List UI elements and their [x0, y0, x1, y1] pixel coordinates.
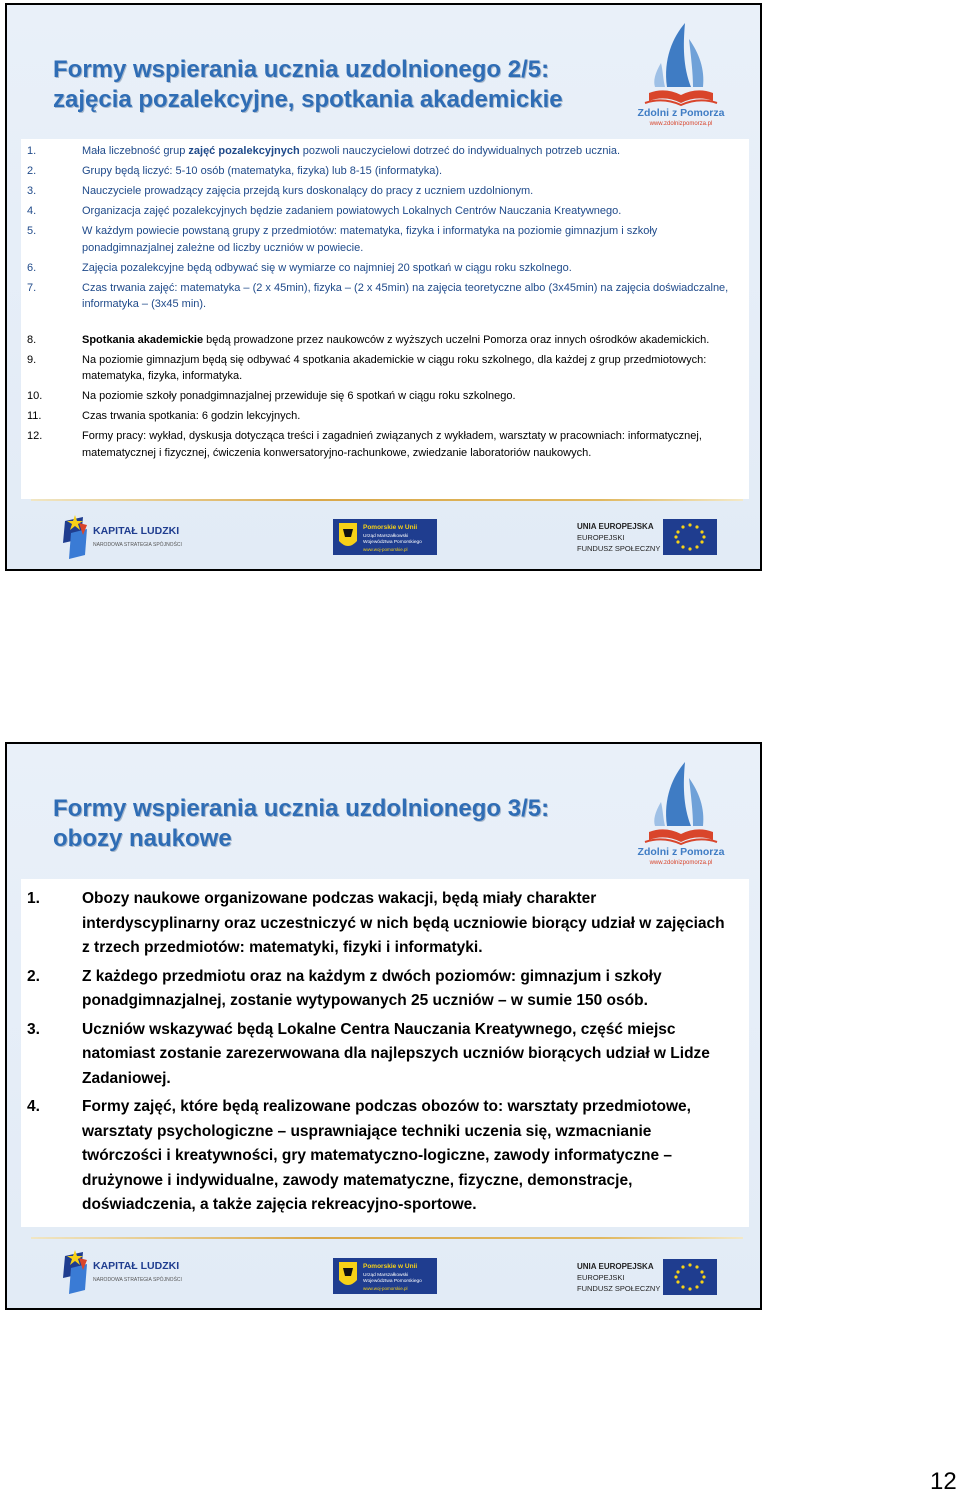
- item-number: 8.: [27, 333, 37, 346]
- ue-line2: EUROPEJSKI: [577, 533, 625, 542]
- item-number: 11.: [27, 410, 42, 422]
- pom-line2: Urząd Marszałkowski: [363, 1273, 409, 1278]
- slide-title: [53, 794, 549, 854]
- item-number: 9.: [27, 353, 37, 366]
- list-item: 8. Spotkania akademickie będą prowadzone przez naukowców z wyższych uczelni Pomorza oraz innych ośrodków akademickich.: [27, 332, 733, 349]
- zdolni-logo-text: Zdolni z Pomorza: [637, 107, 725, 119]
- list-item: 3. Nauczyciele prowadzący zajęcia przejdą kurs doskonalący do pracy z uczniem uzdolnionym.: [27, 183, 733, 200]
- list-item: 3. Uczniów wskazywać będą Lokalne Centra Nauczania Kreatywnego, część miejsc natomiast zostanie zarezerwowana dla najlepszych uczniów biorących udział w Lidze Zadaniowej.: [27, 1018, 733, 1092]
- pom-line3: Województwa Pomorskiego: [363, 1279, 422, 1284]
- item-number: 2.: [27, 967, 40, 985]
- list-item: 7. Czas trwania zajęć: matematyka – (2 x 45min), fizyka – (2 x 45min) na zajęcia teoretyczne albo (3x45min) na zajęcia doświadczalne, informatyka – (3x45 min).: [27, 281, 729, 310]
- content-panel: [21, 879, 749, 1227]
- content-panel: [21, 139, 749, 499]
- list-item: 4. Organizacja zajęć pozalekcyjnych będzie zadaniem powiatowych Lokalnych Centrów Nauczania Kreatywnego.: [27, 203, 733, 220]
- item-number: 10.: [27, 390, 43, 402]
- list-item: 1. Mała liczebność grup zajęć pozalekcyjnych pozwoli nauczycielowi dotrzeć do indywidualnych potrzeb ucznia.: [27, 143, 733, 160]
- list-item: 11. Czas trwania spotkania: 6 godzin lekcyjnych.: [27, 408, 733, 425]
- item-number: 3.: [27, 1020, 40, 1038]
- pom-line3: Województwa Pomorskiego: [363, 540, 422, 545]
- pom-line1: Pomorskie w Unii: [363, 524, 418, 531]
- kapital-ludzki-logo: [61, 513, 201, 561]
- ue-line3: FUNDUSZ SPOŁECZNY: [577, 544, 661, 553]
- kl-sub: NARODOWA STRATEGIA SPÓJNOŚCI: [93, 542, 182, 548]
- title-line-2: zajęcia pozalekcyjne, spotkania akademickie: [53, 86, 563, 113]
- ue-line1: UNIA EUROPEJSKA: [577, 1262, 654, 1271]
- kl-name: KAPITAŁ LUDZKI: [93, 1260, 180, 1272]
- zdolni-logo-url: www.zdolnizpomorza.pl: [649, 860, 713, 866]
- title-line-2: obozy naukowe: [53, 825, 232, 852]
- item-number: 1.: [27, 890, 40, 907]
- slide-title: [53, 55, 563, 115]
- pom-line2: Urząd Marszałkowski: [363, 534, 409, 539]
- ue-line2: EUROPEJSKI: [577, 1273, 625, 1282]
- item-list: [27, 143, 733, 461]
- title-line-1: Formy wspierania ucznia uzdolnionego 2/5:: [53, 56, 550, 83]
- list-item: 5. W każdym powiecie powstaną grupy z przedmiotów: matematyka, fizyka i informatyka na poziomie gimnazjum i szkoły ponadgimnazjalnej zależne od liczby uczniów w powiecie.: [27, 225, 658, 254]
- emphasis: zajęć pozalekcyjnych: [188, 145, 300, 157]
- slide-3-of-5: [5, 742, 762, 1310]
- list-item: 1. Obozy naukowe organizowane podczas wakacji, będą miały charakter interdyscyplinarny oraz uczestniczyć w nich będą uczniowie biorący udział w zajęciach z trzech przedmiotów: matematyki, fizyki i informatyki.: [27, 887, 733, 961]
- slide-2-of-5: [5, 3, 762, 571]
- footer-divider: [31, 1237, 743, 1239]
- item-number: 5.: [27, 225, 37, 237]
- list-item: 9. Na poziomie gimnazjum będą się odbywać 4 spotkania akademickie w ciągu roku szkolnego, dla każdej z grup przedmiotowych: matematyka, fizyka, informatyka.: [27, 353, 707, 382]
- item-number: 6.: [27, 261, 37, 274]
- unia-europejska-logo: [577, 517, 719, 557]
- list-item: 2. Grupy będą liczyć: 5-10 osób (matematyka, fizyka) lub 8-15 (informatyka).: [27, 163, 733, 180]
- pomorskie-w-unii-logo: [333, 519, 437, 555]
- item-number: 2.: [27, 165, 37, 177]
- kl-name: KAPITAŁ LUDZKI: [93, 525, 180, 537]
- zdolni-logo-url: www.zdolnizpomorza.pl: [649, 121, 713, 127]
- item-number: 12.: [27, 430, 43, 442]
- kapital-ludzki-logo: [61, 1248, 201, 1296]
- kl-sub: NARODOWA STRATEGIA SPÓJNOŚCI: [93, 1277, 182, 1283]
- item-number: 3.: [27, 185, 37, 197]
- page-number: 12: [930, 1468, 957, 1495]
- pom-line1: Pomorskie w Unii: [363, 1263, 418, 1270]
- pomorskie-w-unii-logo: [333, 1258, 437, 1294]
- item-number: 7.: [27, 281, 37, 294]
- list-item: 12. Formy pracy: wykład, dyskusja dotycząca treści i zagadnień związanych z wykładem, warsztaty w pracowniach: informatycznej, matematycznej i fizycznej, ćwiczenia konwersatoryjno-rachunkowe, zwiedzanie laboratoriów naukowych.: [27, 430, 702, 459]
- title-line-1: Formy wspierania ucznia uzdolnionego 3/5:: [53, 795, 550, 822]
- list-item: 10. Na poziomie szkoły ponadgimnazjalnej przewiduje się 6 spotkań w ciągu roku szkolnego.: [27, 388, 733, 405]
- list-item: 4. Formy zajęć, które będą realizowane podczas obozów to: warsztaty przedmiotowe, warsztaty psychologiczne – usprawniające techniki uczenia się, wzmacnianie twórczości i kreatywności, gry matematyczno-logiczne, zawody informatyczne – drużynowe i indywidualne, zawody matematyczne, fizyczne, demonstracje, doświadczenia, a także zajęcia rekreacyjno-sportowe.: [27, 1095, 733, 1218]
- ue-line1: UNIA EUROPEJSKA: [577, 522, 654, 531]
- item-number: 1.: [27, 145, 37, 157]
- item-number: 4.: [27, 1098, 40, 1115]
- list-item: 6. Zajęcia pozalekcyjne będą odbywać się w wymiarze co najmniej 20 spotkań w ciągu roku szkolnego.: [27, 260, 733, 277]
- list-item: 2. Z każdego przedmiotu oraz na każdym z dwóch poziomów: gimnazjum i szkoły ponadgimnazjalnej, zostanie wytypowanych 25 uczniów – w sumie 150 osób.: [27, 965, 733, 1014]
- zdolni-logo-text: Zdolni z Pomorza: [637, 846, 725, 858]
- zdolni-z-pomorza-logo: [633, 17, 729, 129]
- ue-line3: FUNDUSZ SPOŁECZNY: [577, 1284, 661, 1293]
- item-number: 4.: [27, 205, 37, 217]
- emphasis: Spotkania akademickie: [82, 333, 204, 346]
- footer-divider: [31, 499, 743, 501]
- item-list: [27, 887, 733, 1218]
- unia-europejska-logo: [577, 1257, 719, 1297]
- pom-url: www.woj-pomorskie.pl: [363, 547, 408, 552]
- pom-url: www.woj-pomorskie.pl: [363, 1286, 408, 1291]
- zdolni-z-pomorza-logo: [633, 756, 729, 868]
